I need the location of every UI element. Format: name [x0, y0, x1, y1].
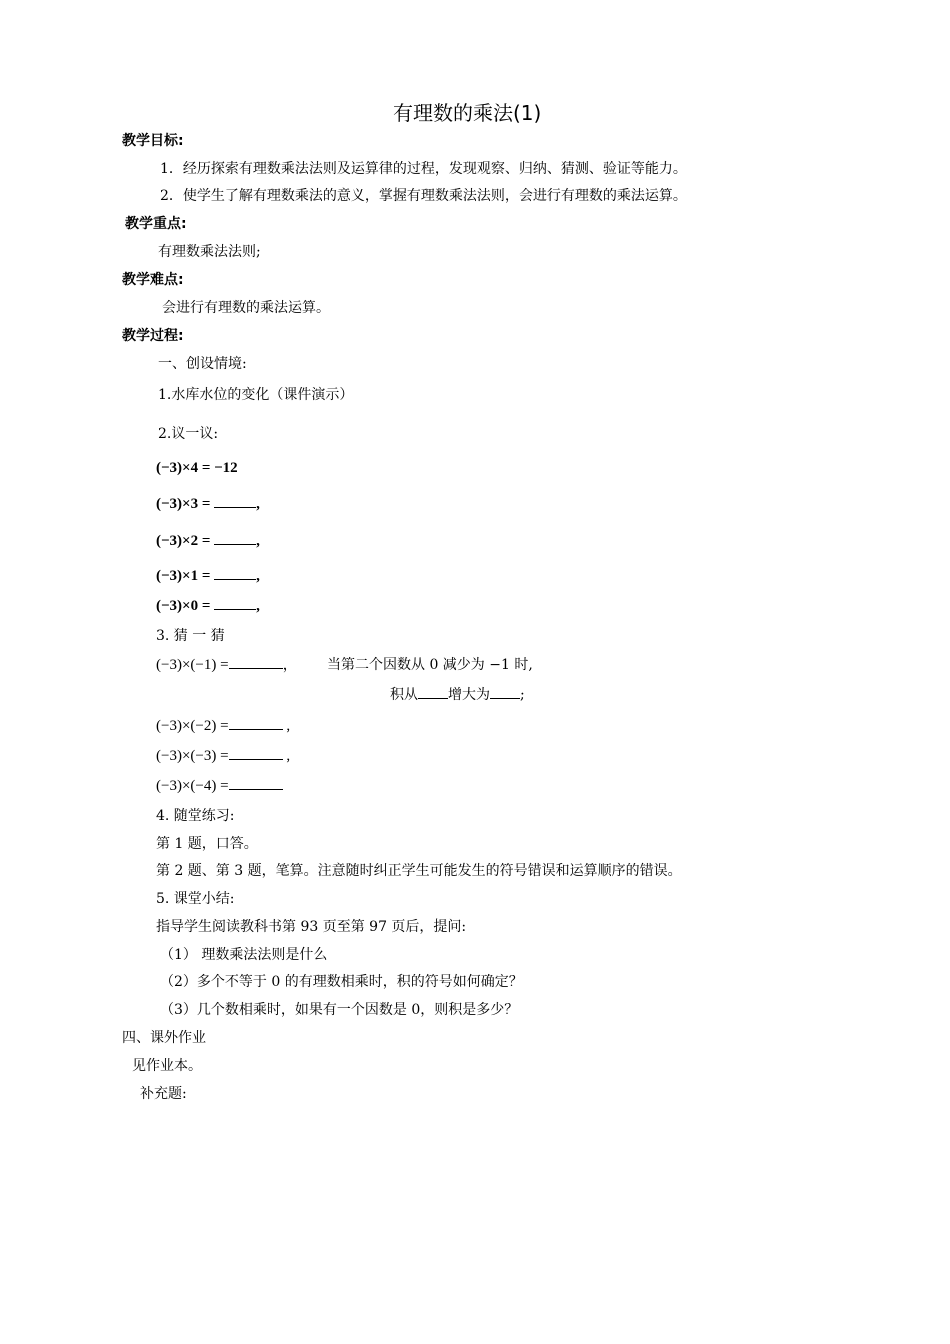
answer-blank: [490, 686, 520, 699]
equation-4-text: (−3)×1 =: [156, 568, 211, 584]
equation-2-text: (−3)×3 =: [156, 496, 211, 512]
process-heading: 教学过程:: [122, 328, 184, 344]
equation-4: [156, 567, 260, 585]
section-2-heading: 2.议一议:: [158, 426, 219, 442]
guess-4-text: (−3)×(−4) =: [156, 778, 229, 794]
question-1: （1） 理数乘法法则是什么: [160, 947, 328, 963]
equation-3-text: (−3)×2 =: [156, 533, 211, 549]
section-1-heading: 一、创设情境:: [158, 356, 247, 372]
objective-2: 2．使学生了解有理数乘法的意义，掌握有理数乘法法则，会进行有理数的乘法运算。: [160, 188, 687, 204]
guess-4: [156, 777, 283, 795]
difficulty-heading: 教学难点:: [122, 272, 184, 288]
equation-3-comma: ,: [256, 533, 260, 549]
equation-2-comma: ,: [256, 496, 260, 512]
difficulty-text: 会进行有理数的乘法运算。: [162, 300, 330, 316]
answer-blank: [229, 717, 283, 730]
note-to-label: 增大为: [448, 687, 490, 703]
equation-3: [156, 532, 260, 550]
answer-blank: [418, 686, 448, 699]
section-4-item-2: 第 2 题、第 3 题，笔算。注意随时纠正学生可能发生的符号错误和运算顺序的错误。: [156, 863, 682, 879]
answer-blank: [214, 532, 256, 545]
section-4-heading: 4. 随堂练习:: [156, 808, 235, 824]
guess-3: [156, 747, 290, 765]
section-4-item-1: 第 1 题，口答。: [156, 836, 258, 852]
equation-5: [156, 597, 260, 615]
answer-blank: [214, 495, 256, 508]
equation-5-text: (−3)×0 =: [156, 598, 211, 614]
guess-2-text: (−3)×(−2) =: [156, 718, 229, 734]
keypoint-heading: 教学重点:: [125, 216, 187, 232]
guess-1-text: (−3)×(−1) =: [156, 657, 229, 673]
homework-extra: 补充题:: [140, 1086, 187, 1102]
page-title: 有理数的乘法(1): [393, 101, 542, 125]
guess-2: [156, 717, 290, 735]
guess-1-note-2: [390, 686, 525, 704]
equation-2: [156, 495, 260, 513]
objective-1: 1．经历探索有理数乘法法则及运算律的过程，发现观察、归纳、猜测、验证等能力。: [160, 161, 687, 177]
guess-2-comma: ,: [282, 718, 291, 734]
section-3-heading: 3. 猜 一 猜: [156, 628, 225, 644]
equation-1: (−3)×4 = −12: [156, 460, 238, 476]
answer-blank: [229, 777, 283, 790]
guess-3-comma: ,: [282, 748, 291, 764]
equation-5-comma: ,: [256, 598, 260, 614]
guess-1-note: 当第二个因数从 0 减少为 −1 时,: [327, 657, 533, 673]
guess-3-text: (−3)×(−3) =: [156, 748, 229, 764]
answer-blank: [214, 567, 256, 580]
equation-4-comma: ,: [256, 568, 260, 584]
objectives-heading: 教学目标:: [122, 133, 184, 149]
homework-heading: 四、课外作业: [122, 1030, 206, 1046]
keypoint-text: 有理数乘法法则;: [158, 244, 261, 260]
question-3: （3）几个数相乘时，如果有一个因数是 0，则积是多少？: [160, 1002, 519, 1018]
section-5-heading: 5. 课堂小结:: [156, 891, 235, 907]
answer-blank: [214, 597, 256, 610]
answer-blank: [229, 747, 283, 760]
note-from-label: 积从: [390, 687, 418, 703]
section-5-intro: 指导学生阅读教科书第 93 页至第 97 页后，提问:: [156, 919, 467, 935]
answer-blank: [229, 656, 283, 669]
section-1-item: 1.水库水位的变化（课件演示）: [158, 387, 354, 403]
guess-1: [156, 656, 298, 674]
note-end: ;: [520, 687, 525, 703]
question-2: （2）多个不等于 0 的有理数相乘时，积的符号如何确定？: [160, 974, 523, 990]
guess-1-comma: ，: [282, 657, 298, 673]
homework-text: 见作业本。: [132, 1058, 202, 1074]
